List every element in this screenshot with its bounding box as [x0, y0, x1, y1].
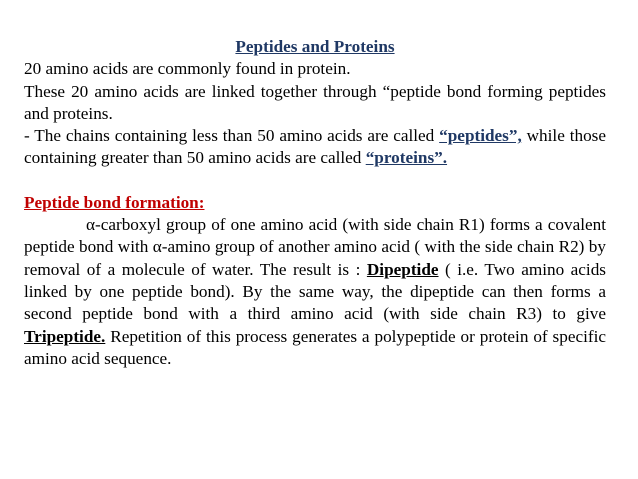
intro-line-2: These 20 amino acids are linked together through “peptide bond forming peptides and proteins. — [24, 81, 606, 123]
section-text-3: Repetition of this process generates a polypeptide or protein of specific amino acid sequence. — [24, 326, 606, 368]
intro-line-1: 20 amino acids are commonly found in protein. — [24, 59, 351, 79]
tripeptide-term: Tripeptide. — [24, 326, 106, 346]
chains-prefix: - The chains containing less than 50 amino acids are called — [24, 126, 440, 146]
section-heading: Peptide bond formation: — [24, 192, 205, 212]
chains-middle: while those containing greater than 50 amino acids are called — [24, 126, 606, 168]
section-text-2: ( i.e. Two amino acids linked by one peptide bond). By the same way, the dipeptide can then forms a second peptide bond with a third amino acid (with side chain R3) to give — [24, 259, 606, 324]
chains-paragraph — [24, 125, 606, 170]
proteins-term: “proteins”. — [365, 148, 448, 168]
peptides-term: “peptides”, — [439, 126, 522, 146]
dipeptide-term: Dipeptide — [366, 259, 439, 279]
page-title: Peptides and Proteins — [235, 37, 395, 56]
section-text-1: α-carboxyl group of one amino acid (with side chain R1) forms a covalent peptide bond with α-amino group of another amino acid ( with the side chain R2) by removal of a molecule of water. The result is : — [24, 215, 606, 279]
section-paragraph — [24, 214, 606, 370]
spacer — [24, 170, 606, 192]
slide-content — [24, 36, 606, 370]
